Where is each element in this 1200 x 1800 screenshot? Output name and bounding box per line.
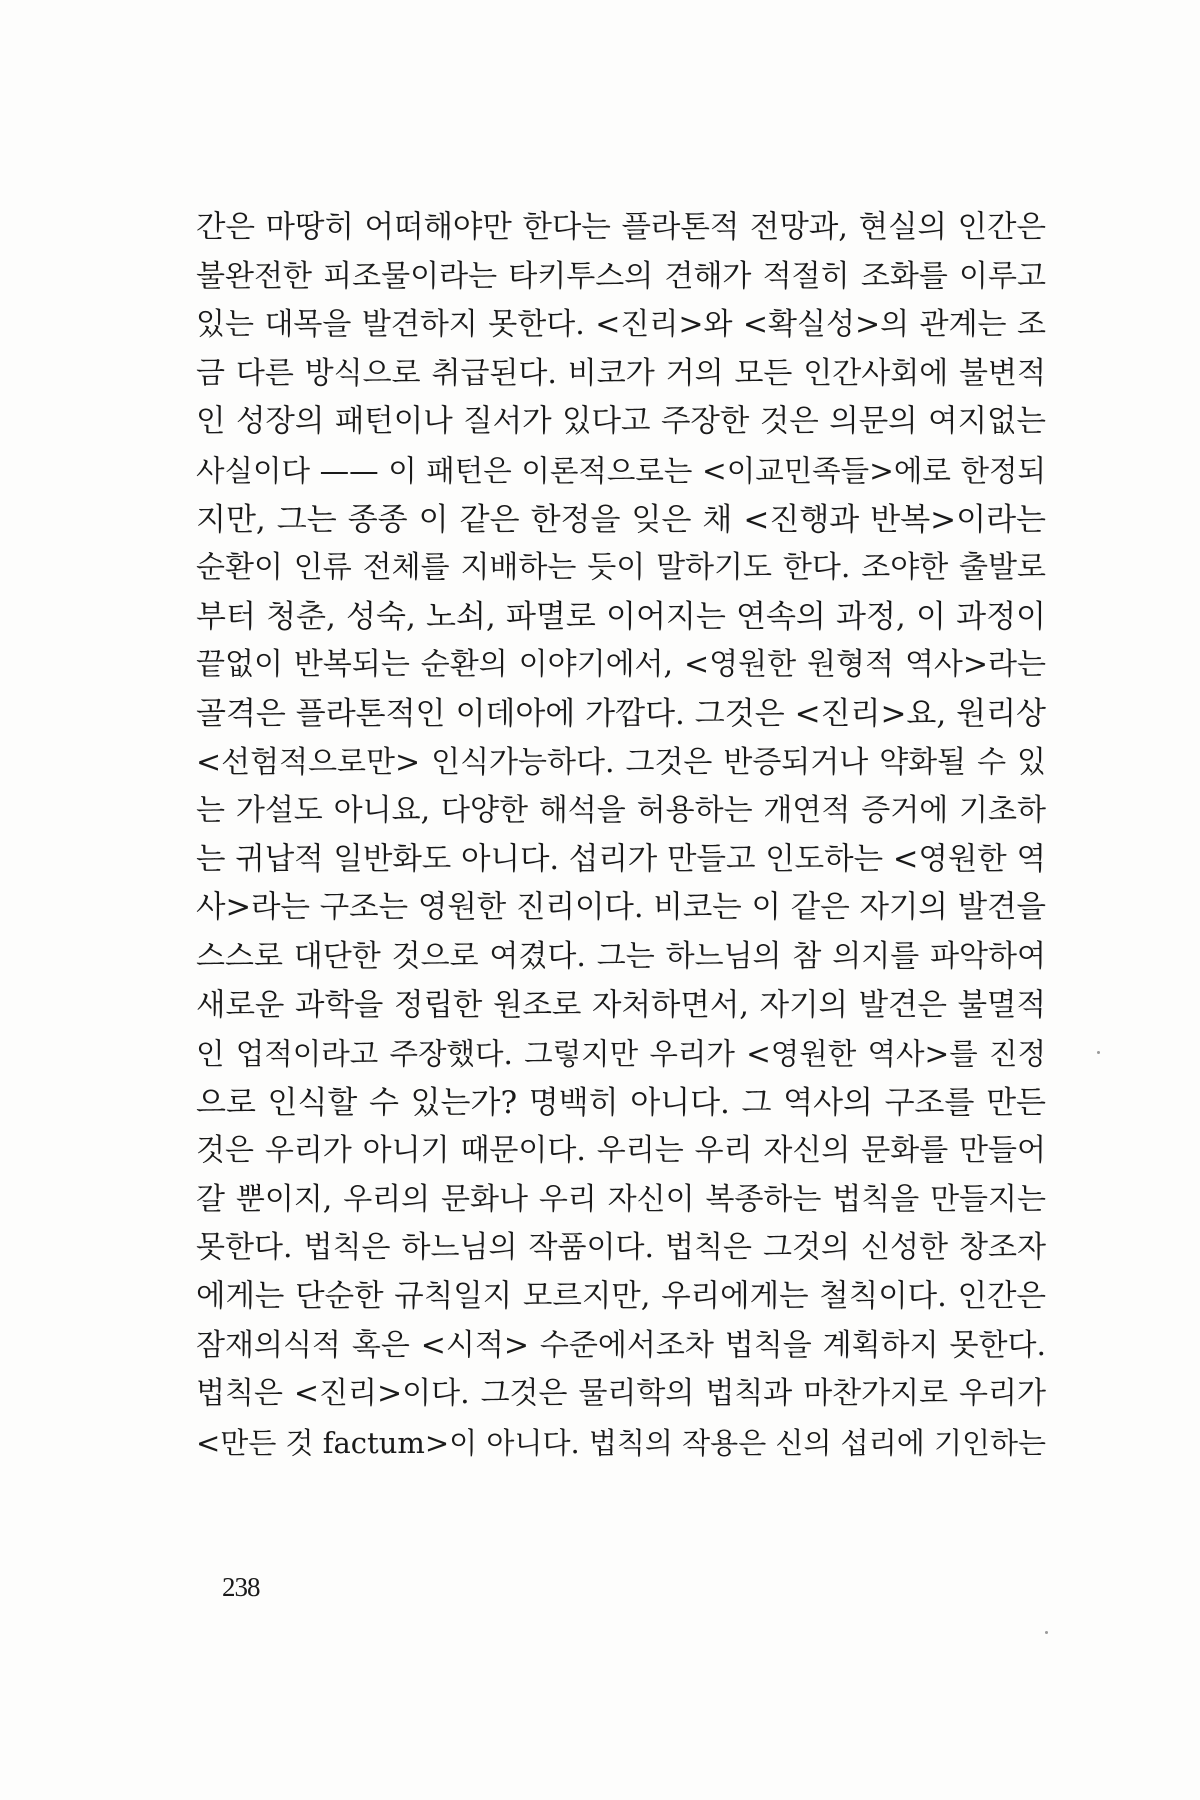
text-line: 잠재의식적 혹은 <시적> 수준에서조차 법칙을 계획하지 못한다.	[196, 1327, 1046, 1363]
body-text	[196, 204, 1046, 1467]
text-line: <선험적으로만> 인식가능하다. 그것은 반증되거나 약화될 수 있	[196, 744, 1046, 780]
text-line: 순환이 인류 전체를 지배하는 듯이 말하기도 한다. 조야한 출발로	[196, 550, 1046, 586]
text-line: 금 다른 방식으로 취급된다. 비코가 거의 모든 인간사회에 불변적	[196, 355, 1046, 391]
scan-speck	[1097, 1051, 1100, 1054]
text-line: 새로운 과학을 정립한 원조로 자처하면서, 자기의 발견은 불멸적	[196, 987, 1046, 1023]
text-line: 있는 대목을 발견하지 못한다. <진리>와 <확실성>의 관계는 조	[196, 307, 1046, 343]
text-line: 끝없이 반복되는 순환의 이야기에서, <영원한 원형적 역사>라는	[196, 647, 1046, 683]
text-line: 인 성장의 패턴이나 질서가 있다고 주장한 것은 의문의 여지없는	[196, 404, 1046, 440]
text-line: 사실이다 —— 이 패턴은 이론적으로는 <이교민족들>에로 한정되	[196, 453, 1046, 488]
text-line: 것은 우리가 아니기 때문이다. 우리는 우리 자신의 문화를 만들어	[196, 1133, 1046, 1169]
text-line: 부터 청춘, 성숙, 노쇠, 파멸로 이어지는 연속의 과정, 이 과정이	[196, 598, 1046, 635]
text-line: 지만, 그는 종종 이 같은 한정을 잊은 채 <진행과 반복>이라는	[196, 501, 1046, 538]
text-line: 갈 뿐이지, 우리의 문화나 우리 자신이 복종하는 법칙을 만들지는	[196, 1181, 1046, 1217]
text-line: 간은 마땅히 어떠해야만 한다는 플라톤적 전망과, 현실의 인간은	[196, 210, 1046, 245]
text-line: 는 귀납적 일반화도 아니다. 섭리가 만들고 인도하는 <영원한 역	[196, 841, 1046, 877]
text-line: 사>라는 구조는 영원한 진리이다. 비코는 이 같은 자기의 발견을	[196, 890, 1046, 926]
text-line: 골격은 플라톤적인 이데아에 가깝다. 그것은 <진리>요, 원리상	[196, 695, 1046, 732]
text-line: 스스로 대단한 것으로 여겼다. 그는 하느님의 참 의지를 파악하여	[196, 938, 1046, 974]
text-line: 는 가설도 아니요, 다양한 해석을 허용하는 개연적 증거에 기초하	[196, 793, 1046, 829]
text-line: 법칙은 <진리>이다. 그것은 물리학의 법칙과 마찬가지로 우리가	[196, 1376, 1046, 1412]
text-line: 못한다. 법칙은 하느님의 작품이다. 법칙은 그것의 신성한 창조자	[196, 1230, 1046, 1266]
text-line: <만든 것 factum>이 아니다. 법칙의 작용은 신의 섭리에 기인하는	[196, 1425, 1046, 1460]
text-line: 으로 인식할 수 있는가? 명백히 아니다. 그 역사의 구조를 만든	[196, 1084, 1046, 1121]
text-line: 에게는 단순한 규칙일지 모르지만, 우리에게는 철칙이다. 인간은	[196, 1279, 1046, 1315]
page-number: 238	[222, 1572, 260, 1602]
text-line: 불완전한 피조물이라는 타키투스의 견해가 적절히 조화를 이루고	[196, 258, 1046, 294]
text-line: 인 업적이라고 주장했다. 그렇지만 우리가 <영원한 역사>를 진정	[196, 1037, 1046, 1072]
scan-speck	[1045, 1631, 1048, 1634]
